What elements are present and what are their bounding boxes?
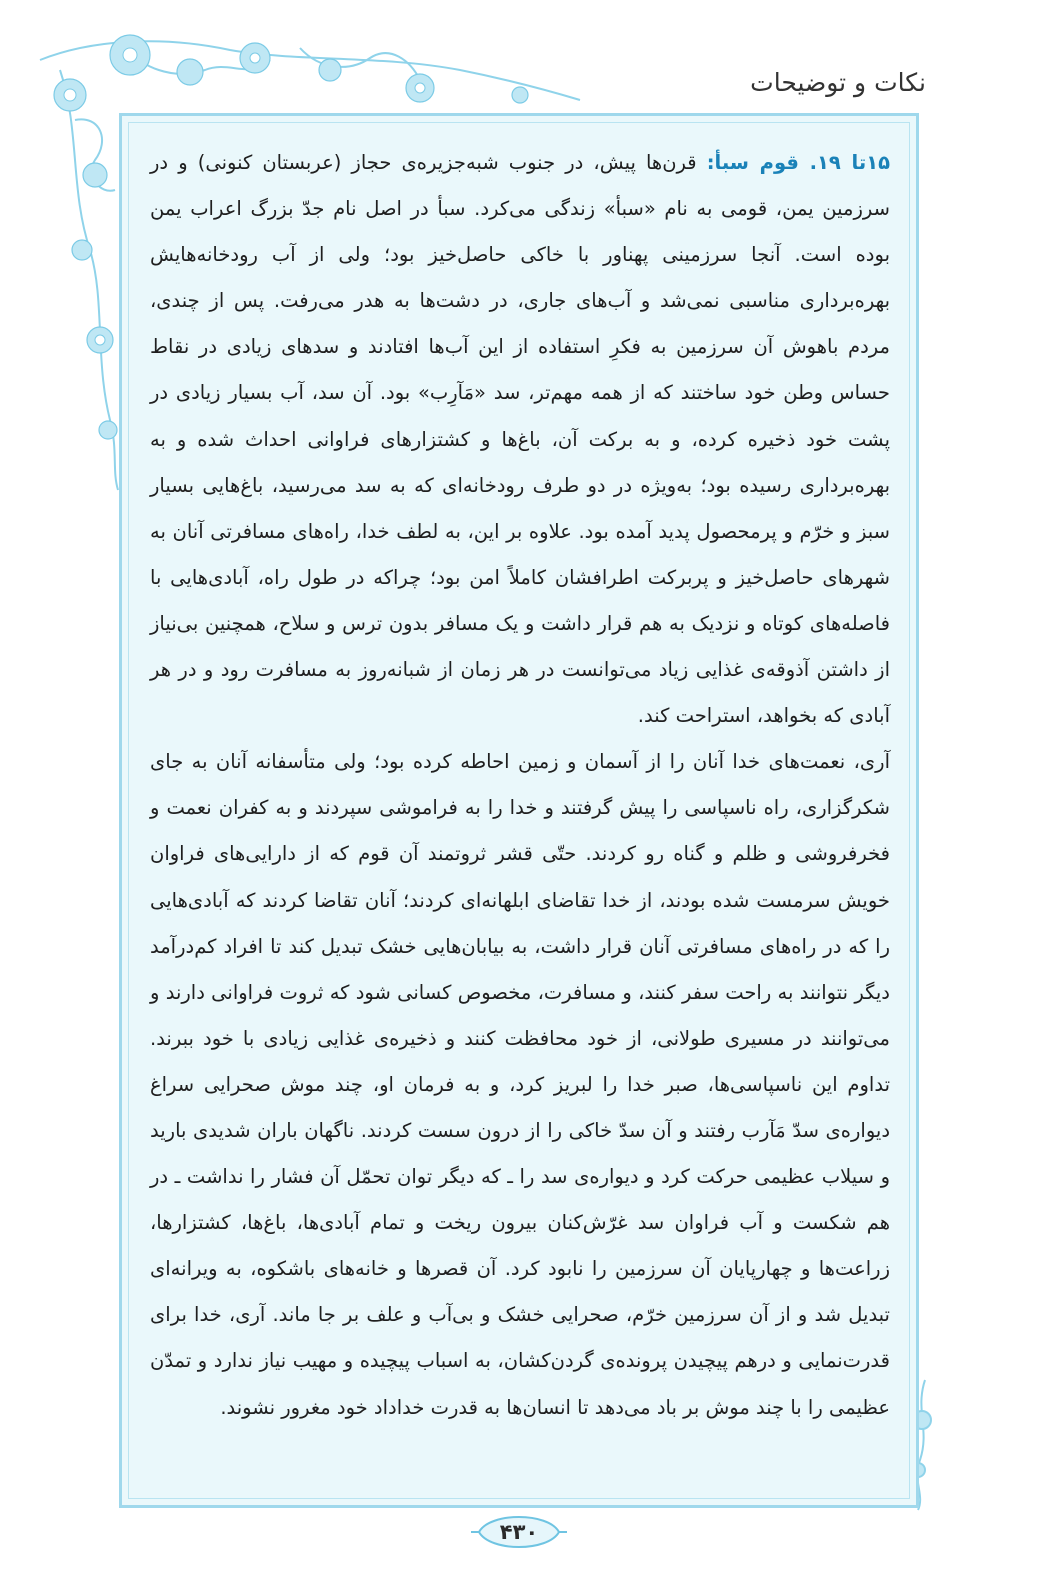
paragraph-1 [150,140,890,739]
paragraph-2: آری، نعمت‌های خدا آنان را از آسمان و زمین احاطه کرده بود؛ ولی متأسفانه آنان به جای شکرگزاری، راه ناسپاسی را پیش گرفتند و خدا را به فراموشی سپردند و به کفران نعمت و فخرفروشی و ظلم و گناه رو کردند. حتّی قشر ثروتمند آن قوم که از دارایی‌های فراوان خویش سرمست شده بودند، از خدا تقاضای ابلهانه‌ای کردند؛ آنان تقاضا کردند که آبادی‌هایی را که در راه‌های مسافرتی آنان قرار داشت، به بیابان‌هایی خشک تبدیل کند تا افراد کم‌درآمد دیگر نتوانند به راحت سفر کنند، و مسافرت، مخصوص کسانی شود که ثروت فراوانی دارند و می‌توانند در مسیری طولانی، از خود محافظت کنند و ذخیره‌ی غذایی زیادی با خود ببرند. تداوم این ناسپاسی‌ها، صبر خدا را لبریز کرد، و به فرمان او، چند موش صحرایی سراغ دیواره‌ی سدّ مَآرب رفتند و آن سدّ خاکی را از درون سست کردند. ناگهان باران شدیدی بارید و سیلاب عظیمی حرکت کرد و دیواره‌ی سد را ـ که دیگر توان تحمّل آن فشار را نداشت ـ در هم شکست و آب فراوان سد غرّش‌کنان بیرون ریخت و تمام آبادی‌ها، باغ‌ها، کشتزارها، زراعت‌ها و چهارپایان آن سرزمین را نابود کرد. آن قصرها و خانه‌های باشکوه، به ویرانه‌ای تبدیل شد و از آن سرزمین خرّم، صحرایی خشک و بی‌آب و علف بر جا ماند. آری، خدا برای قدرت‌نمایی و درهم پیچیدن پرونده‌ی گردن‌کشان، به اسباب پیچیده و مهیب نیاز ندارد و تمدّن عظیمی را با چند موش بر باد می‌دهد تا انسان‌ها به قدرت خداداد خود مغرور نشوند. [150,750,890,1419]
paragraph-heading: ۱۵تا ۱۹. قوم سبأ: [706,151,890,174]
page-number: ۴۳۰ [499,1520,539,1544]
page-header-title: نکات و توضیحات [750,68,926,97]
body-text [150,140,890,1431]
page-number-cartouche [474,1510,564,1554]
paragraph-1-body: قرن‌ها پیش، در جنوب شبه‌جزیره‌ی حجاز (عربستان کنونی) و در سرزمین یمن، قومی به نام «سبأ» زندگی می‌کرد. سبأ در اصل نام جدّ بزرگ اعراب یمن بوده است. آنجا سرزمینی پهناور با خاکی حاصل‌خیز بود؛ ولی از آب رودخانه‌هایش بهره‌برداری مناسبی نمی‌شد و آب‌های جاری، در دشت‌ها به هدر می‌رفت. پس از چندی، مردم باهوش آن سرزمین به فکرِ استفاده از این آب‌ها افتادند و سدهای زیادی در نقاط حساس وطن خود ساختند که از همه مهم‌تر، سد «مَآرِب» بود. آن سد، آب بسیار زیادی در پشت خود ذخیره کرده، و به برکت آن، باغ‌ها و کشتزارهای فراوانی احداث شده و به بهره‌برداری رسیده بود؛ به‌ویژه در دو طرف رودخانه‌ای که به سد می‌رسید، باغ‌هایی بسیار سبز و خرّم و پرمحصول پدید آمده بود. علاوه بر این، به لطف خدا، راه‌های مسافرتی آنان به شهرهای حاصل‌خیز و پربرکت اطرافشان کاملاً امن بود؛ چراکه در طول راه، آبادی‌هایی با فاصله‌های کوتاه و نزدیک به هم قرار داشت و یک مسافر بدون ترس و سلاح، همچنین بی‌نیاز از داشتن آذوقه‌ی غذایی زیاد می‌توانست در هر زمان از شبانه‌روز به مسافرت رود و در هر آبادی که بخواهد، استراحت کند. [150,151,890,728]
